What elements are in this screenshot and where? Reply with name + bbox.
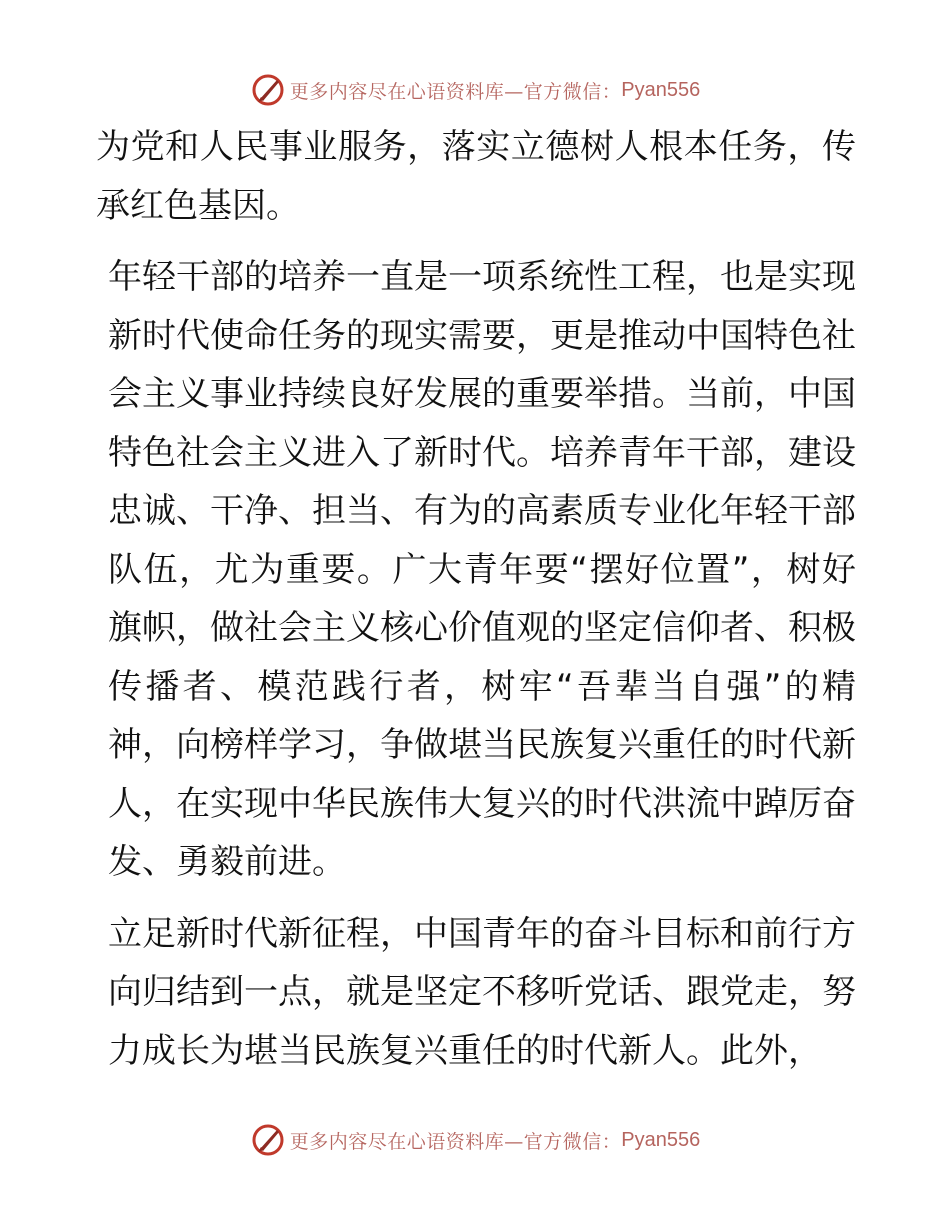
footer-brand bbox=[250, 1122, 700, 1158]
header-wechat-id: Pyan556 bbox=[621, 78, 701, 101]
page-header bbox=[0, 70, 950, 110]
quill-pen-logo-icon bbox=[250, 72, 286, 108]
quill-pen-logo-icon bbox=[250, 1122, 286, 1158]
header-brand-text: 更多内容尽在心语资料库—官方微信： bbox=[289, 80, 622, 103]
footer-brand-text: 更多内容尽在心语资料库—官方微信： bbox=[289, 1130, 622, 1153]
paragraph-2: 年轻干部的培养一直是一项系统性工程，也是实现新时代使命任务的现实需要，更是推动中国特色社会主义事业持续良好发展的重要举措。当前，中国特色社会主义进入了新时代。培养青年干部，建设忠诚、干净、担当、有为的高素质专业化年轻干部队伍，尤为重要。广大青年要“摆好位置”，树好旗帜，做社会主义核心价值观的坚定信仰者、积极传播者、模范践行者，树牢“吾辈当自强”的精神，向榜样学习，争做堪当民族复兴重任的时代新人，在实现中华民族伟大复兴的时代洪流中踔厉奋发、勇毅前进。 bbox=[108, 257, 856, 882]
paragraph-1: 为党和人民事业服务，落实立德树人根本任务，传承红色基因。 bbox=[96, 127, 856, 226]
document-body bbox=[96, 118, 856, 1080]
paragraph-3: 立足新时代新征程，中国青年的奋斗目标和前行方向归结到一点，就是坚定不移听党话、跟党走，努力成长为堪当民族复兴重任的时代新人。此外， bbox=[108, 913, 856, 1071]
header-brand bbox=[250, 72, 700, 108]
footer-wechat-id: Pyan556 bbox=[621, 1128, 701, 1151]
page-footer bbox=[0, 1120, 950, 1160]
